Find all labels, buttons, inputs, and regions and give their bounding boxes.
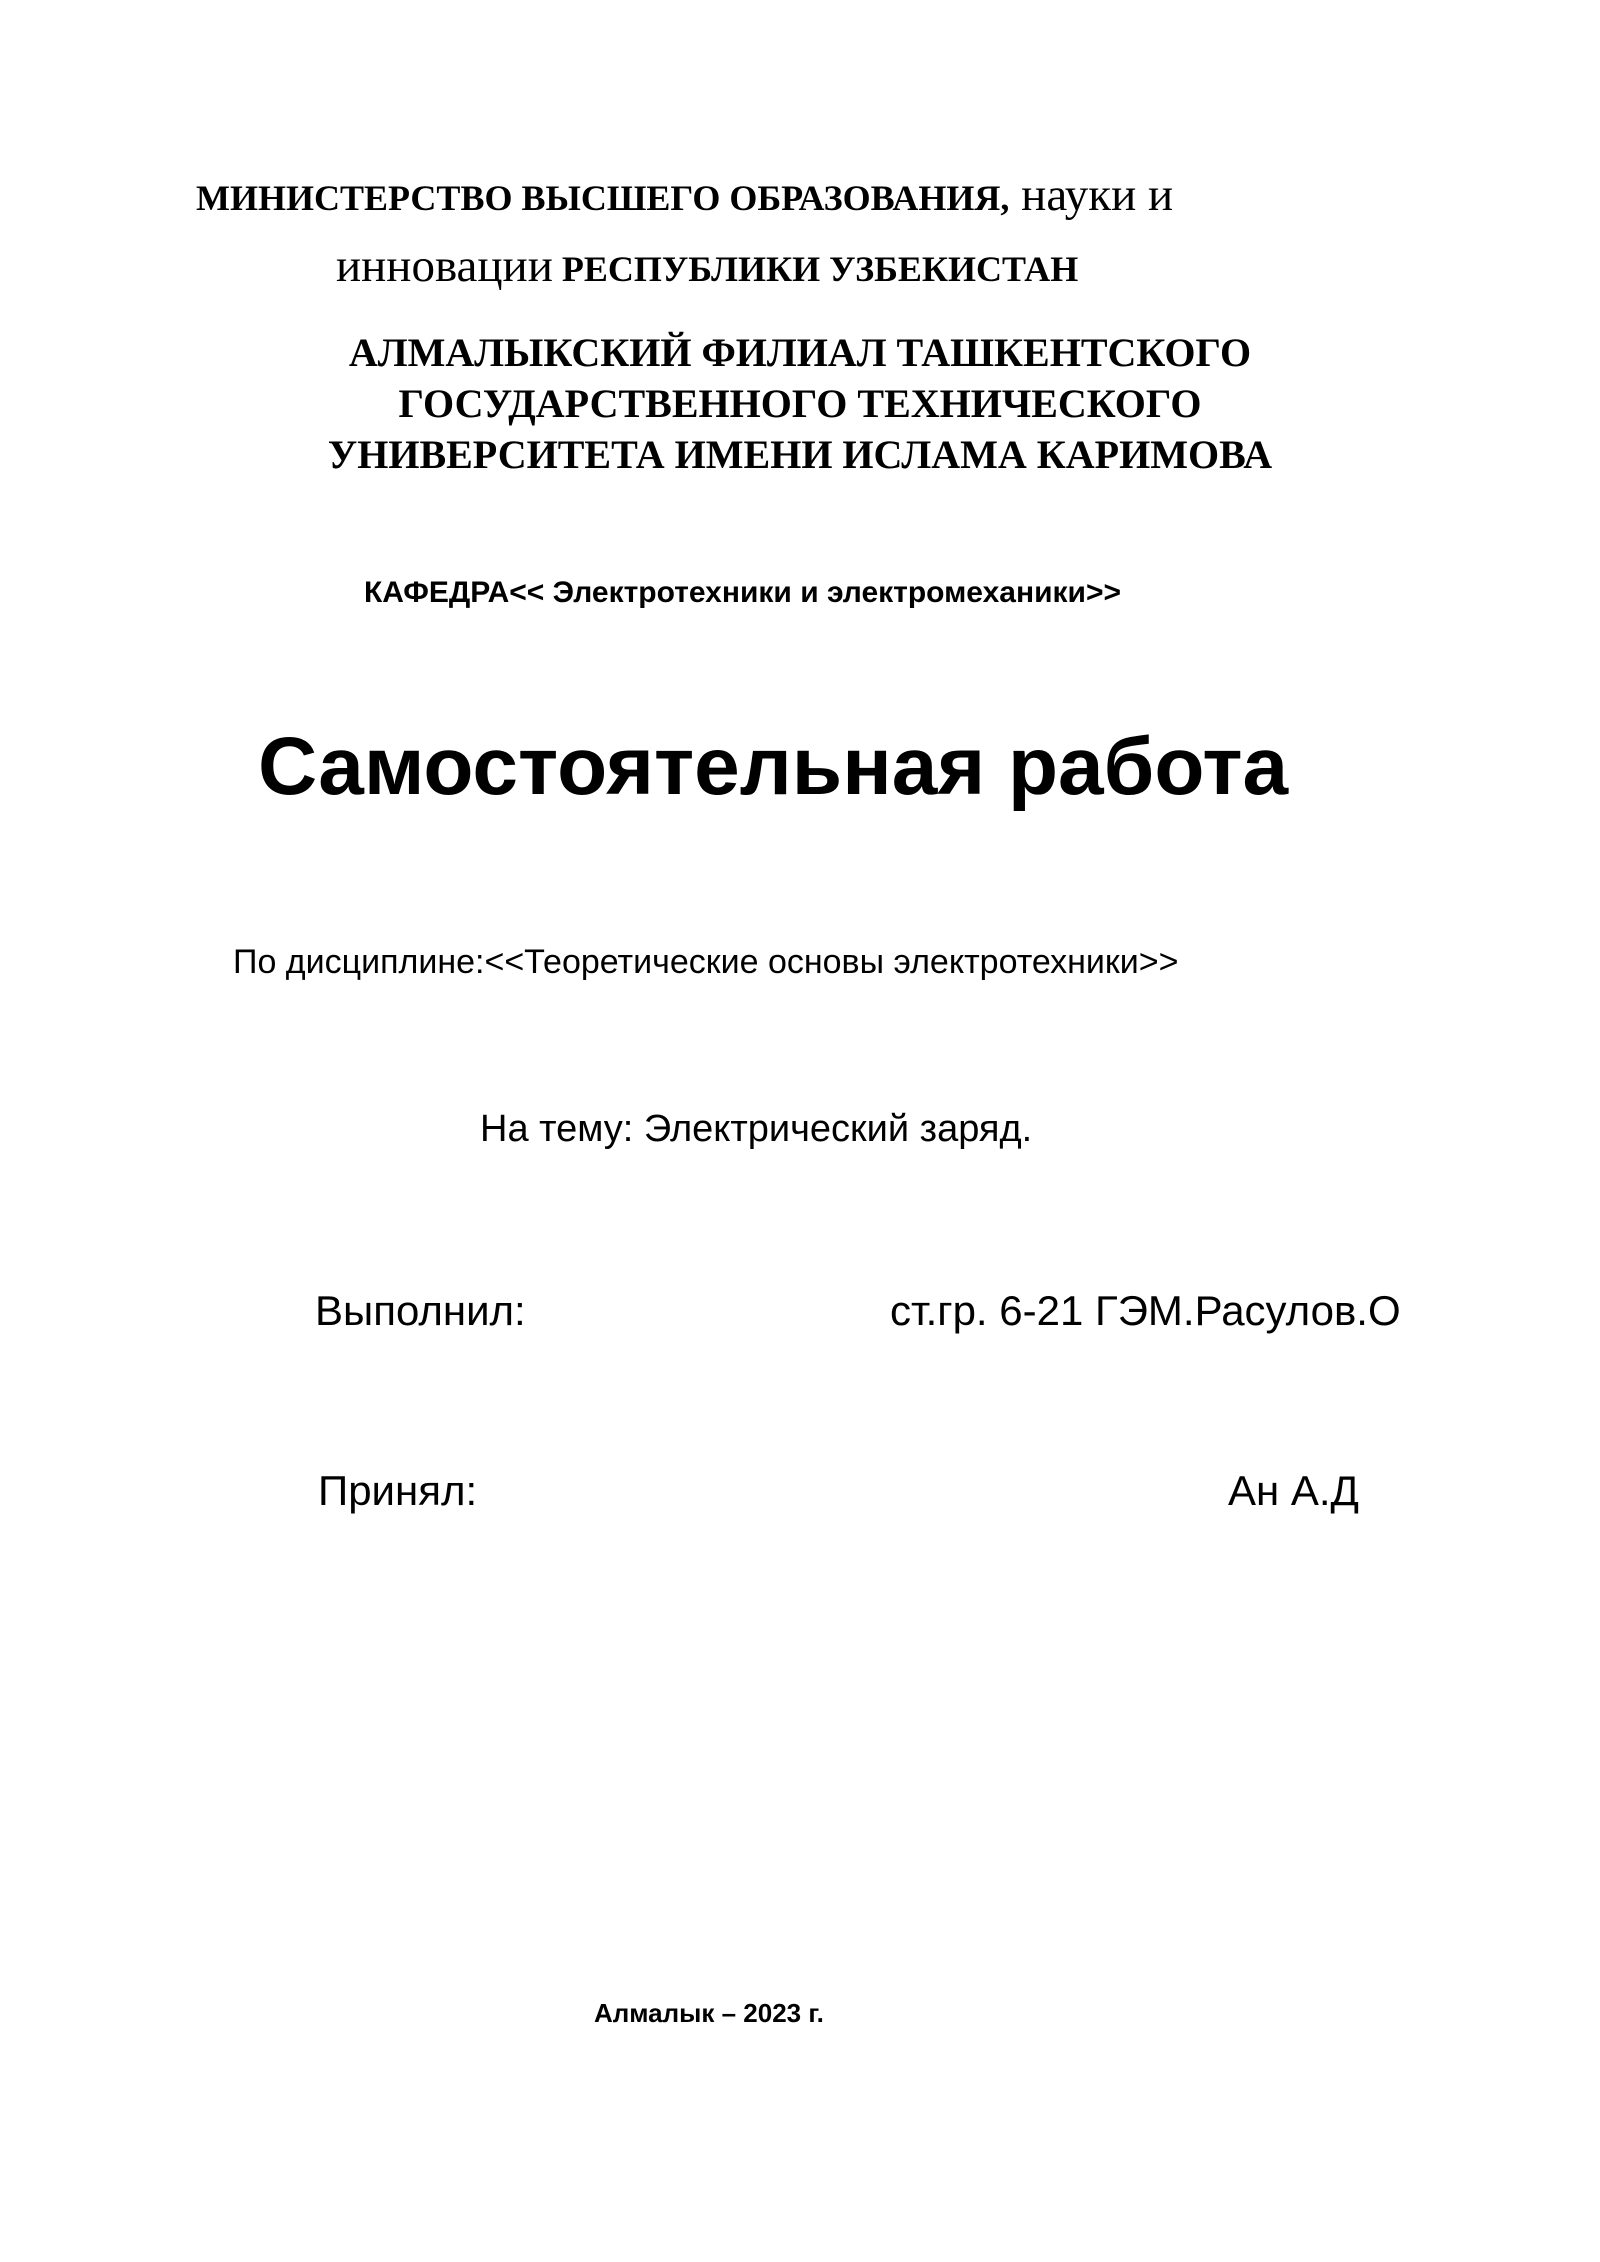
ministry-line-2 bbox=[336, 240, 1079, 292]
ministry-line-2-bold: РЕСПУБЛИКИ УЗБЕКИСТАН bbox=[552, 249, 1079, 289]
performed-by-label: Выполнил: bbox=[315, 1287, 526, 1334]
discipline-line: По дисциплине:<<Теоретические основы электротехники>> bbox=[233, 943, 1179, 981]
ministry-line-1 bbox=[196, 169, 1174, 221]
ministry-line-1-bold: МИНИСТЕРСТВО ВЫСШЕГО ОБРАЗОВАНИЯ, bbox=[196, 178, 1010, 218]
accepted-by-label: Принял: bbox=[318, 1467, 478, 1514]
performed-by-value: ст.гр. 6-21 ГЭМ.Расулов.О bbox=[890, 1287, 1401, 1334]
department-name: КАФЕДРА<< Электротехники и электромеханики>> bbox=[364, 576, 1122, 609]
topic-line: На тему: Электрический заряд. bbox=[480, 1108, 1033, 1150]
branch-name-line-3: УНИВЕРСИТЕТА ИМЕНИ ИСЛАМА КАРИМОВА bbox=[327, 432, 1273, 477]
document-title: Самостоятельная работа bbox=[258, 721, 1289, 812]
ministry-line-2-regular: инновации bbox=[336, 240, 553, 292]
branch-name-line-2: ГОСУДАРСТВЕННОГО ТЕХНИЧЕСКОГО bbox=[398, 381, 1202, 426]
accepted-by-value: Ан А.Д bbox=[1228, 1467, 1360, 1514]
branch-name-line-1: АЛМАЛЫКСКИЙ ФИЛИАЛ ТАШКЕНТСКОГО bbox=[348, 330, 1252, 375]
city-year-footer: Алмалык – 2023 г. bbox=[594, 1998, 824, 2028]
ministry-line-1-regular: науки и bbox=[1009, 169, 1174, 221]
